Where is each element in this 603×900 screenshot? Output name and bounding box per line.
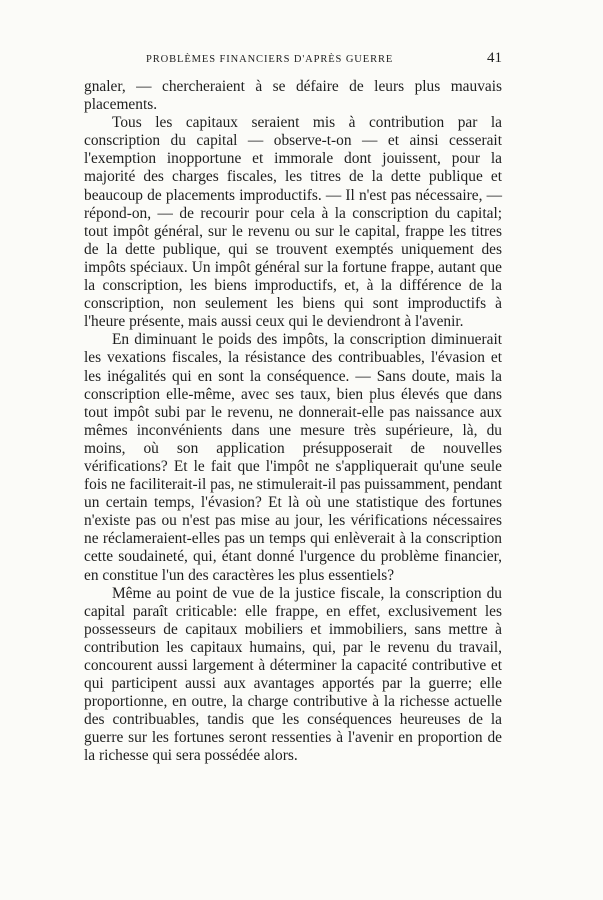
page-number: 41: [487, 50, 502, 66]
running-title: PROBLÈMES FINANCIERS D'APRÈS GUERRE: [146, 54, 394, 65]
paragraph-2: Tous les capitaux seraient mis à contribution par la conscription du capital — observe-t-on — et ainsi cesserait l'exemption inopportune et immorale dont jouissent, pour la majorité des charges fiscales, les titres de la dette publique et beaucoup de placements improductifs. — Il n'est pas nécessaire, — répond-on, — de recourir pour cela à la conscription du capital; tout impôt général, sur le revenu ou sur le capital, frappe les titres de la dette publique, qui se trouvent exemptés uniquement des impôts spéciaux. Un impôt général sur la fortune frappe, autant que la conscription, les biens improductifs, et, à la différence de la conscription, non seulement les biens qui sont improductifs à l'heure présente, mais aussi ceux qui le deviendront à l'avenir.: [84, 114, 502, 331]
page-header: [84, 50, 502, 72]
body-text: [84, 78, 502, 766]
paragraph-3: En diminuant le poids des impôts, la conscription diminuerait les vexations fiscales, la résistance des contribuables, l'évasion et les inégalités qui en sont la conséquence. — Sans doute, mais la conscription elle-même, avec ses taux, bien plus élevés que dans tout impôt subi par le revenu, ne donnerait-elle pas naissance aux mêmes inconvénients dans une mesure très supérieure, là, du moins, où son application présupposerait de nouvelles vérifications? Et le fait que l'impôt ne s'appliquerait qu'une seule fois ne faciliterait-il pas, ne stimulerait-il pas puissamment, pendant un certain temps, l'évasion? Et là où une statistique des fortunes n'existe pas ou n'est pas mise au jour, les vérifications nécessaires ne réclameraient-elles pas un temps qui enlèverait à la conscription cette soudaineté, qui, étant donné l'urgence du problème financier, en constitue l'un des caractères les plus essentiels?: [84, 331, 502, 584]
paragraph-4: Même au point de vue de la justice fiscale, la conscription du capital paraît criticable: elle frappe, en effet, exclusivement les possesseurs de capitaux mobiliers et immobiliers, sans mettre à contribution les capitaux humains, qui, par le revenu du travail, concourent aussi largement à déterminer la capacité contributive et qui participent aussi aux avantages apportés par la guerre; elle proportionne, en outre, la charge contributive à la richesse actuelle des contribuables, tandis que les conséquences heureuses de la guerre sur les fortunes seront ressenties à l'avenir en proportion de la richesse qui sera possédée alors.: [84, 584, 502, 765]
paragraph-1: gnaler, — chercheraient à se défaire de leurs plus mauvais placements.: [84, 78, 502, 114]
